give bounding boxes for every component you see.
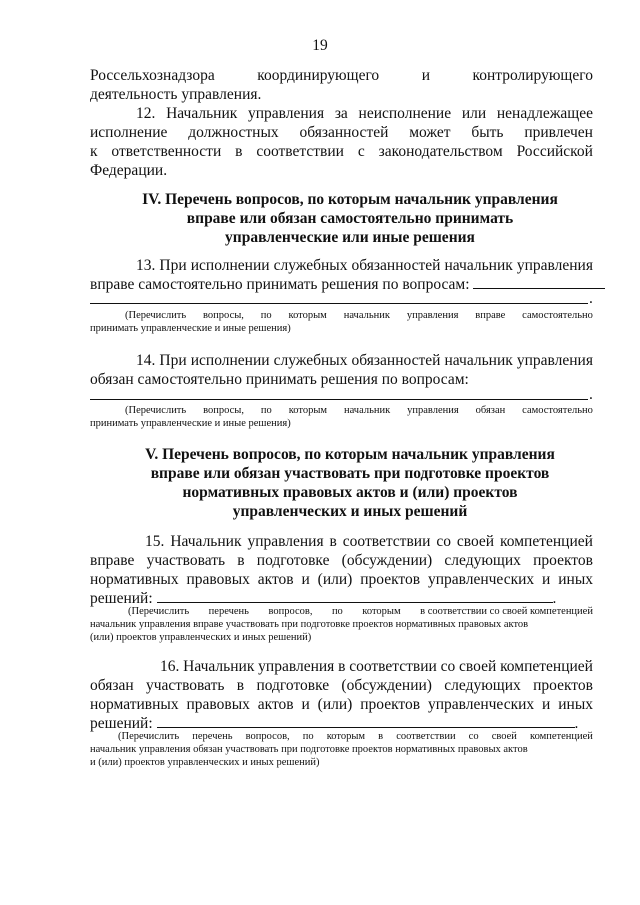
- word: соответствии: [342, 533, 431, 550]
- paragraph-15-line-3: [90, 570, 593, 589]
- word: Россельхознадзора: [90, 67, 215, 84]
- word: с: [357, 143, 365, 160]
- answer-field-16[interactable]: [157, 714, 575, 728]
- paragraph-12-line-4: Федерации.: [90, 162, 168, 179]
- section-5-heading-line-3: нормативных правовых актов и (или) проектов: [182, 484, 518, 501]
- word: При: [159, 257, 187, 274]
- word: управления: [406, 310, 459, 321]
- word: Начальник: [183, 658, 255, 675]
- word: вправе: [475, 310, 506, 321]
- section-5-heading-line-1: V. Перечень вопросов, по которым начальник управления: [145, 446, 555, 463]
- word: вопросы,: [203, 310, 244, 321]
- word: в: [338, 658, 346, 675]
- word: ответственности: [111, 143, 222, 160]
- word: (или): [317, 696, 353, 713]
- word: перечень: [192, 731, 233, 742]
- word: иных: [558, 696, 593, 713]
- note-14-line-2: принимать управленческие и иные решения): [90, 418, 291, 429]
- paragraph-13-line-1: [136, 256, 593, 275]
- word: 14.: [136, 352, 156, 369]
- paragraph-16-line-2: [90, 676, 593, 695]
- note-15-line-1: [128, 605, 593, 618]
- word: и: [301, 571, 310, 588]
- paragraph-16-line-4: решений: .: [90, 715, 579, 732]
- word: в: [378, 731, 384, 742]
- word: соответствии: [256, 143, 344, 160]
- note-15-line-2: начальник управления вправе участвовать при подготовке проектов нормативных правовых актов: [90, 619, 529, 630]
- word: 12.: [136, 105, 156, 122]
- word: вопросов,: [268, 606, 313, 617]
- word: обязан: [475, 405, 506, 416]
- paragraph-12-line-3: [90, 142, 593, 161]
- word: 15.: [145, 533, 165, 550]
- paragraph-12-line-1: [136, 104, 593, 123]
- word: своей: [491, 731, 517, 742]
- word: начальник: [343, 405, 391, 416]
- word: При: [159, 352, 187, 369]
- paragraph-13-line-2: [90, 275, 605, 294]
- word: по: [302, 731, 314, 742]
- paragraph-15-line-4: решений: .: [90, 590, 557, 607]
- word: (Перечислить: [118, 731, 180, 742]
- word: управления: [247, 533, 324, 550]
- answer-field-13a[interactable]: [473, 275, 605, 289]
- word: в: [236, 677, 245, 694]
- word: контролирующего: [472, 67, 593, 84]
- answer-field-13b[interactable]: [90, 303, 588, 304]
- section-4-heading-line-3: управленческие или иные решения: [225, 229, 475, 246]
- word: следующих: [444, 677, 521, 694]
- answer-field-14[interactable]: [90, 399, 588, 400]
- word: неисполнение: [358, 105, 452, 122]
- word: и: [421, 67, 430, 84]
- word: (обсуждении): [341, 552, 433, 569]
- word: (или): [317, 571, 353, 588]
- word: правовых: [186, 696, 250, 713]
- word: обязан: [90, 677, 134, 694]
- section-4-heading-line-1: IV. Перечень вопросов, по которым начальник управления: [142, 191, 558, 208]
- word: со: [440, 658, 456, 675]
- paragraph-13-text: вправе самостоятельно принимать решения по вопросам:: [90, 276, 470, 293]
- word: проектов: [360, 571, 421, 588]
- word: в соответствии со своей компетенцией: [420, 606, 593, 617]
- word: самостоятельно: [522, 405, 593, 416]
- page-number: 19: [312, 37, 328, 54]
- word: исполнение: [90, 124, 168, 141]
- word: управленческих: [427, 571, 535, 588]
- section-5-heading-line-2: вправе или обязан участвовать при подготовке проектов: [150, 465, 550, 482]
- word: 16.: [160, 658, 180, 675]
- word: в: [235, 143, 243, 160]
- word: (Перечислить: [125, 405, 187, 416]
- word: перечень: [208, 606, 249, 617]
- word: обязанностей: [351, 257, 441, 274]
- word: и: [542, 696, 551, 713]
- word: к: [90, 143, 98, 160]
- word: Начальник: [170, 533, 242, 550]
- word: быть: [471, 124, 504, 141]
- word: проектов: [360, 696, 421, 713]
- word: управления: [247, 105, 325, 122]
- word: нормативных: [90, 571, 179, 588]
- word: по: [331, 606, 343, 617]
- word: актов: [257, 571, 294, 588]
- word: может: [409, 124, 451, 141]
- word: вправе: [90, 552, 135, 569]
- paragraph-16-line-1: [160, 657, 593, 676]
- section-5-heading-line-4: управленческих и иных решений: [232, 503, 468, 520]
- word: которым: [326, 731, 366, 742]
- word: актов: [257, 696, 294, 713]
- note-16-line-1: [118, 730, 593, 743]
- word: законодательством: [378, 143, 503, 160]
- word: 13.: [136, 257, 156, 274]
- paragraph-16-text: решений:: [90, 715, 153, 732]
- word: управления: [407, 405, 459, 416]
- word: начальник: [444, 257, 513, 274]
- word: правовых: [186, 571, 250, 588]
- word: соответствии: [349, 658, 437, 675]
- word: проектов: [533, 677, 593, 694]
- answer-field-15[interactable]: [157, 589, 553, 603]
- word: компетенцией: [530, 731, 593, 742]
- word: привлечен: [524, 124, 593, 141]
- word: которым: [288, 310, 327, 321]
- word: (Перечислить: [128, 606, 190, 617]
- paragraph-15-line-2: [90, 551, 593, 570]
- word: самостоятельно: [522, 310, 593, 321]
- word: со: [468, 731, 479, 742]
- word: управления: [516, 352, 593, 369]
- word: и: [301, 696, 310, 713]
- word: в: [329, 533, 337, 550]
- word: служебных: [273, 352, 348, 369]
- period-14: .: [589, 386, 593, 403]
- word: обязанностей: [299, 124, 389, 141]
- word: служебных: [273, 257, 348, 274]
- word: по: [260, 310, 272, 321]
- word: управленческих: [427, 696, 535, 713]
- word: должностных: [188, 124, 279, 141]
- word: начальник: [444, 352, 513, 369]
- paragraph-11-line-1: [90, 66, 593, 85]
- note-14-line-1: [125, 404, 593, 417]
- paragraph-14-line-1: [136, 351, 593, 370]
- word: вопросов,: [245, 731, 290, 742]
- word: следующих: [444, 552, 521, 569]
- word: проектов: [533, 552, 593, 569]
- word: Российской: [516, 143, 593, 160]
- word: управления: [516, 257, 593, 274]
- paragraph-12-line-2: [90, 123, 593, 142]
- word: своей: [459, 658, 497, 675]
- word: Начальник: [166, 105, 238, 122]
- word: компетенцией: [500, 533, 593, 550]
- note-13-line-1: [125, 309, 593, 322]
- word: по: [260, 405, 272, 416]
- word: ненадлежащее: [496, 105, 593, 122]
- word: подготовке: [256, 552, 330, 569]
- word: и: [542, 571, 551, 588]
- section-4-heading-line-2: вправе или обязан самостоятельно принимать: [186, 210, 514, 227]
- word: со: [436, 533, 451, 550]
- word: за: [334, 105, 348, 122]
- word: компетенцией: [500, 658, 593, 675]
- word: (Перечислить: [125, 310, 187, 321]
- word: участвовать: [146, 677, 225, 694]
- word: или: [461, 105, 487, 122]
- word: координирующего: [257, 67, 380, 84]
- word: исполнении: [190, 352, 270, 369]
- word: начальник: [343, 310, 390, 321]
- word: участвовать: [146, 552, 226, 569]
- word: иных: [558, 571, 593, 588]
- word: управления: [258, 658, 335, 675]
- word: (обсуждении): [341, 677, 432, 694]
- note-16-line-2: начальник управления обязан участвовать при подготовке проектов нормативных правовых актов: [90, 744, 528, 755]
- note-16-line-3: и (или) проектов управленческих и иных решений): [90, 757, 320, 768]
- paragraph-11-line-2: деятельность управления.: [90, 86, 262, 103]
- period-13: .: [589, 290, 593, 307]
- paragraph-16-line-3: [90, 695, 593, 714]
- word: соответствии: [396, 731, 456, 742]
- word: в: [237, 552, 245, 569]
- word: своей: [456, 533, 495, 550]
- paragraph-15-text: решений:: [90, 590, 153, 607]
- paragraph-14-line-2: обязан самостоятельно принимать решения по вопросам:: [90, 371, 469, 388]
- word: исполнении: [190, 257, 270, 274]
- word: вопросы,: [203, 405, 244, 416]
- paragraph-15-line-1: [145, 532, 593, 551]
- word: которым: [362, 606, 401, 617]
- word: обязанностей: [351, 352, 441, 369]
- word: нормативных: [90, 696, 179, 713]
- word: которым: [288, 405, 328, 416]
- note-13-line-2: принимать управленческие и иные решения): [90, 323, 291, 334]
- word: подготовке: [256, 677, 330, 694]
- note-15-line-3: (или) проектов управленческих и иных решений): [90, 632, 312, 643]
